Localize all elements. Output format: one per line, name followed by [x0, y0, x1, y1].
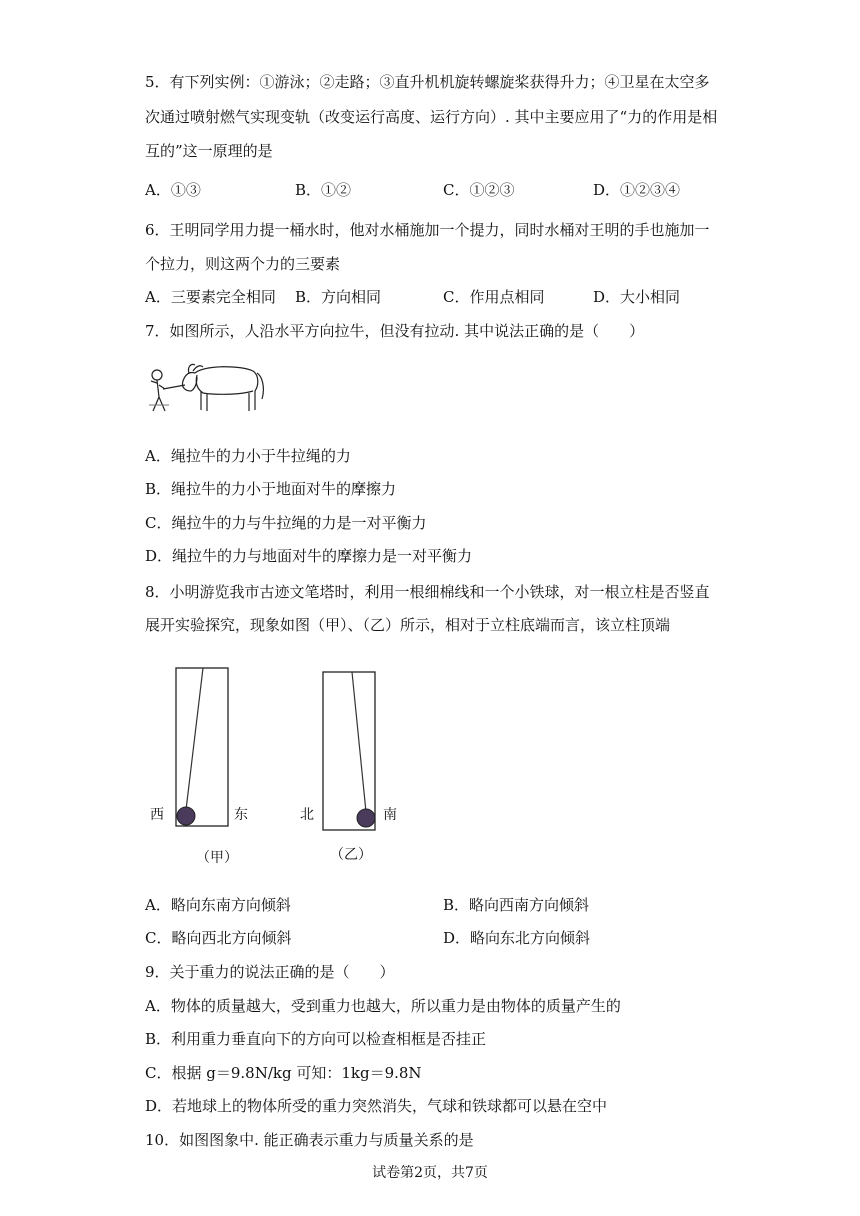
q7-option-a: A．绳拉牛的力小于牛拉绳的力 — [145, 447, 351, 465]
yi-caption: （乙） — [330, 847, 372, 863]
yi-south-label: 南 — [383, 807, 397, 823]
figure-jia — [176, 668, 228, 826]
cow-head — [182, 372, 197, 391]
person-pulling-cow-figure — [145, 355, 270, 427]
q5-option-c: C．①②③ — [443, 181, 515, 199]
plumb-line-jia — [186, 668, 203, 810]
rope — [163, 385, 185, 389]
jia-west-label: 西 — [150, 807, 164, 823]
person-body — [151, 380, 165, 411]
plumb-line-figure — [140, 660, 420, 875]
ball-yi — [357, 809, 375, 827]
q6-option-c: C．作用点相同 — [443, 288, 545, 306]
page-footer: 试卷第2页，共7页 — [372, 1165, 488, 1181]
q9-option-a: A．物体的质量越大，受到重力也越大，所以重力是由物体的质量产生的 — [145, 997, 621, 1015]
q8-option-c: C．略向西北方向倾斜 — [145, 929, 292, 947]
q5-line-2: 次通过喷射燃气实现变轨（改变运行高度、运行方向）. 其中主要应用了“力的作用是相 — [145, 108, 718, 126]
plumb-line-yi — [352, 672, 366, 812]
person-head — [152, 370, 162, 380]
q9-option-b: B．利用重力垂直向下的方向可以检查相框是否挂正 — [145, 1030, 487, 1048]
q6-line-1: 6．王明同学用力提一桶水时，他对水桶施加一个提力，同时水桶对王明的手也施加一 — [145, 221, 710, 239]
q8-option-b: B．略向西南方向倾斜 — [443, 896, 590, 914]
yi-north-label: 北 — [300, 807, 314, 823]
jia-caption: （甲） — [196, 850, 238, 866]
figure-yi — [323, 672, 375, 830]
pillar-yi — [323, 672, 375, 830]
q5-option-b: B．①② — [295, 181, 352, 199]
cow-tail — [257, 373, 263, 399]
q8-line-1: 8．小明游览我市古迹文笔塔时，利用一根细棉线和一个小铁球，对一根立柱是否竖直 — [145, 583, 710, 601]
pillar-jia — [176, 668, 228, 826]
q9-option-c: C．根据 g＝9.8N/kg 可知：1kg＝9.8N — [145, 1064, 422, 1082]
q7-option-d: D．绳拉牛的力与地面对牛的摩擦力是一对平衡力 — [145, 547, 473, 565]
q6-line-2: 个拉力，则这两个力的三要素 — [145, 255, 341, 273]
q10-line-1: 10．如图图象中. 能正确表示重力与质量关系的是 — [145, 1131, 474, 1149]
q9-option-d: D．若地球上的物体所受的重力突然消失，气球和铁球都可以悬在空中 — [145, 1097, 608, 1115]
cow-body — [195, 367, 258, 411]
q8-option-a: A．略向东南方向倾斜 — [145, 896, 291, 914]
ball-jia — [177, 807, 195, 825]
q7-line-1: 7．如图所示，人沿水平方向拉牛，但没有拉动. 其中说法正确的是（ ） — [145, 322, 645, 340]
q7-option-c: C．绳拉牛的力与牛拉绳的力是一对平衡力 — [145, 514, 427, 532]
q8-option-d: D．略向东北方向倾斜 — [443, 929, 591, 947]
q8-line-2: 展开实验探究，现象如图（甲）、（乙）所示，相对于立柱底端而言，该立柱顶端 — [145, 616, 671, 634]
q5-line-3: 互的”这一原理的是 — [145, 142, 273, 160]
q9-line-1: 9．关于重力的说法正确的是（ ） — [145, 963, 395, 981]
q7-option-b: B．绳拉牛的力小于地面对牛的摩擦力 — [145, 480, 397, 498]
q5-option-a: A．①③ — [145, 181, 201, 199]
cow-horns — [188, 364, 203, 373]
q6-option-a: A．三要素完全相同 — [145, 288, 276, 306]
q6-option-b: B．方向相同 — [295, 288, 382, 306]
q5-option-d: D．①②③④ — [593, 181, 681, 199]
q5-line-1: 5．有下列实例：①游泳；②走路；③直升机机旋转螺旋桨获得升力；④卫星在太空多 — [145, 73, 710, 91]
jia-east-label: 东 — [234, 807, 248, 823]
q6-option-d: D．大小相同 — [593, 288, 681, 306]
